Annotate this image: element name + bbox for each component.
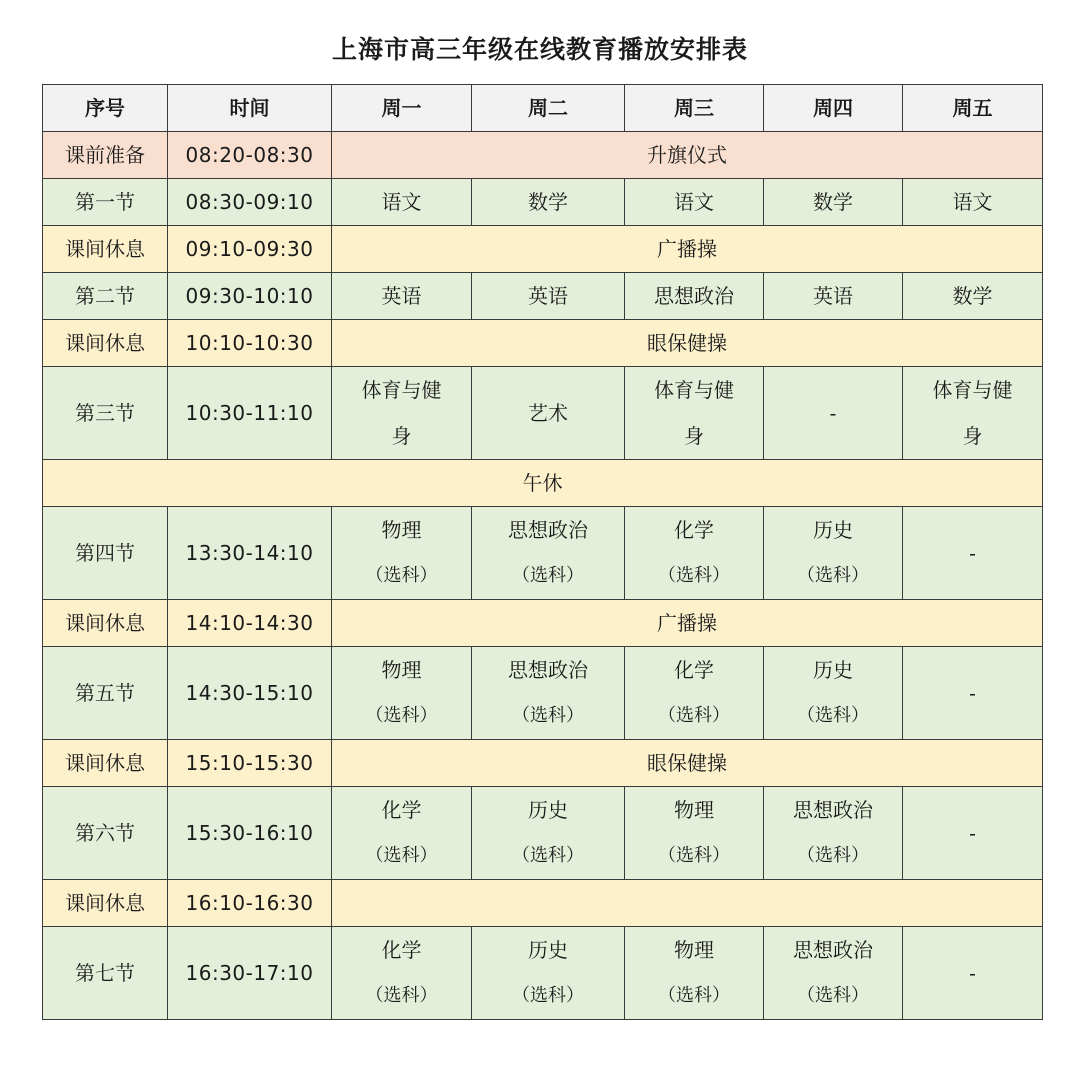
subject-note: （选科） bbox=[512, 705, 584, 726]
subject-name: 数学 bbox=[528, 190, 568, 214]
row-label: 课间休息 bbox=[43, 740, 168, 787]
subject-cell-mon bbox=[332, 179, 472, 226]
subject-cell-wed bbox=[625, 367, 764, 460]
subject-cell-tue bbox=[472, 367, 625, 460]
header-thu: 周四 bbox=[764, 85, 903, 132]
row-label: 课间休息 bbox=[43, 320, 168, 367]
subject-name: - bbox=[829, 401, 837, 425]
row-label: 第七节 bbox=[43, 927, 168, 1020]
subject-cell-thu bbox=[764, 927, 903, 1020]
subject-cell-mon bbox=[332, 787, 472, 880]
subject-note: （选科） bbox=[512, 985, 584, 1006]
row-time: 15:30-16:10 bbox=[168, 787, 332, 880]
row-label: 课间休息 bbox=[43, 226, 168, 273]
subject-name: 思想政治 bbox=[793, 938, 873, 962]
subject-cell-tue bbox=[472, 273, 625, 320]
break-activity: 升旗仪式 bbox=[332, 132, 1043, 179]
row-time: 09:30-10:10 bbox=[168, 273, 332, 320]
subject-name: 艺术 bbox=[528, 401, 568, 425]
subject-note: 身 bbox=[684, 424, 704, 448]
subject-name: 物理 bbox=[674, 798, 714, 822]
row-time: 14:30-15:10 bbox=[168, 647, 332, 740]
break-row bbox=[43, 880, 1043, 927]
subject-cell-tue bbox=[472, 507, 625, 600]
subject-name: 物理 bbox=[674, 938, 714, 962]
row-label: 第三节 bbox=[43, 367, 168, 460]
subject-name: - bbox=[969, 681, 976, 705]
subject-note: （选科） bbox=[658, 985, 730, 1006]
subject-cell-tue bbox=[472, 927, 625, 1020]
row-label: 第四节 bbox=[43, 507, 168, 600]
row-label: 课前准备 bbox=[43, 132, 168, 179]
subject-cell-fri bbox=[903, 179, 1043, 226]
class-row bbox=[43, 179, 1043, 226]
subject-name: 物理 bbox=[381, 658, 422, 682]
subject-cell-wed bbox=[625, 179, 764, 226]
subject-cell-fri bbox=[903, 273, 1043, 320]
class-row bbox=[43, 647, 1043, 740]
subject-cell-mon bbox=[332, 927, 472, 1020]
subject-name: 英语 bbox=[381, 284, 422, 308]
subject-name: 化学 bbox=[674, 518, 714, 542]
class-row bbox=[43, 273, 1043, 320]
subject-name: 体育与健 bbox=[654, 378, 734, 402]
subject-cell-fri bbox=[903, 367, 1043, 460]
subject-cell-thu bbox=[764, 367, 903, 460]
subject-note: （选科） bbox=[512, 565, 584, 586]
subject-name: 体育与健 bbox=[361, 378, 442, 402]
row-label: 第六节 bbox=[43, 787, 168, 880]
subject-cell-fri bbox=[903, 787, 1043, 880]
subject-note: 身 bbox=[962, 424, 983, 448]
header-time: 时间 bbox=[168, 85, 332, 132]
row-time: 10:30-11:10 bbox=[168, 367, 332, 460]
subject-name: 物理 bbox=[381, 518, 422, 542]
subject-cell-fri bbox=[903, 647, 1043, 740]
subject-name: 语文 bbox=[952, 190, 993, 214]
subject-note: （选科） bbox=[797, 565, 869, 586]
row-time: 13:30-14:10 bbox=[168, 507, 332, 600]
row-time: 10:10-10:30 bbox=[168, 320, 332, 367]
subject-name: - bbox=[969, 541, 976, 565]
subject-cell-thu bbox=[764, 273, 903, 320]
row-label: 第五节 bbox=[43, 647, 168, 740]
row-label: 课间休息 bbox=[43, 600, 168, 647]
subject-note: （选科） bbox=[365, 705, 438, 726]
subject-note: （选科） bbox=[365, 985, 438, 1006]
subject-note: 身 bbox=[391, 424, 412, 448]
class-row bbox=[43, 927, 1043, 1020]
row-time: 16:30-17:10 bbox=[168, 927, 332, 1020]
row-label: 第二节 bbox=[43, 273, 168, 320]
break-row bbox=[43, 320, 1043, 367]
subject-name: 思想政治 bbox=[508, 658, 588, 682]
subject-name: 历史 bbox=[813, 658, 853, 682]
subject-name: 化学 bbox=[674, 658, 714, 682]
subject-note: （选科） bbox=[512, 845, 584, 866]
subject-cell-thu bbox=[764, 507, 903, 600]
subject-name: 语文 bbox=[674, 190, 714, 214]
class-row bbox=[43, 787, 1043, 880]
subject-name: 历史 bbox=[528, 798, 568, 822]
break-activity: 广播操 bbox=[332, 600, 1043, 647]
subject-note: （选科） bbox=[365, 845, 438, 866]
subject-name: 体育与健 bbox=[932, 378, 1013, 402]
subject-cell-tue bbox=[472, 647, 625, 740]
subject-name: 英语 bbox=[528, 284, 568, 308]
break-activity: 广播操 bbox=[332, 226, 1043, 273]
subject-note: （选科） bbox=[365, 565, 438, 586]
header-row bbox=[43, 85, 1043, 132]
schedule-table bbox=[42, 84, 1043, 1020]
header-seq: 序号 bbox=[43, 85, 168, 132]
row-time: 08:30-09:10 bbox=[168, 179, 332, 226]
break-row bbox=[43, 740, 1043, 787]
subject-name: 化学 bbox=[381, 938, 422, 962]
subject-name: 历史 bbox=[528, 938, 568, 962]
subject-name: 思想政治 bbox=[793, 798, 873, 822]
row-label: 课间休息 bbox=[43, 880, 168, 927]
header-fri: 周五 bbox=[903, 85, 1043, 132]
subject-cell-mon bbox=[332, 647, 472, 740]
page-title: 上海市高三年级在线教育播放安排表 bbox=[331, 35, 748, 64]
subject-name: - bbox=[969, 821, 976, 845]
header-tue: 周二 bbox=[472, 85, 625, 132]
break-row bbox=[43, 226, 1043, 273]
subject-name: 英语 bbox=[813, 284, 853, 308]
subject-cell-fri bbox=[903, 927, 1043, 1020]
subject-note: （选科） bbox=[658, 705, 730, 726]
row-time: 15:10-15:30 bbox=[168, 740, 332, 787]
subject-cell-wed bbox=[625, 647, 764, 740]
subject-name: 历史 bbox=[813, 518, 853, 542]
subject-name: 化学 bbox=[381, 798, 422, 822]
row-time: 16:10-16:30 bbox=[168, 880, 332, 927]
header-mon: 周一 bbox=[332, 85, 472, 132]
subject-note: （选科） bbox=[658, 845, 730, 866]
subject-name: 语文 bbox=[381, 190, 422, 214]
subject-note: （选科） bbox=[797, 705, 869, 726]
subject-cell-mon bbox=[332, 273, 472, 320]
subject-note: （选科） bbox=[658, 565, 730, 586]
subject-cell-wed bbox=[625, 273, 764, 320]
row-time: 14:10-14:30 bbox=[168, 600, 332, 647]
subject-note: （选科） bbox=[797, 985, 869, 1006]
break-activity: 眼保健操 bbox=[332, 320, 1043, 367]
row-label: 第一节 bbox=[43, 179, 168, 226]
subject-name: - bbox=[969, 961, 976, 985]
subject-cell-wed bbox=[625, 927, 764, 1020]
class-row bbox=[43, 367, 1043, 460]
subject-cell-mon bbox=[332, 367, 472, 460]
row-time: 09:10-09:30 bbox=[168, 226, 332, 273]
schedule-body bbox=[43, 132, 1043, 1020]
subject-cell-tue bbox=[472, 179, 625, 226]
header-wed: 周三 bbox=[625, 85, 764, 132]
subject-cell-wed bbox=[625, 787, 764, 880]
subject-cell-wed bbox=[625, 507, 764, 600]
subject-cell-thu bbox=[764, 647, 903, 740]
subject-cell-thu bbox=[764, 787, 903, 880]
subject-name: 思想政治 bbox=[508, 518, 588, 542]
subject-note: （选科） bbox=[797, 845, 869, 866]
subject-name: 数学 bbox=[952, 284, 993, 308]
break-activity bbox=[332, 880, 1043, 927]
class-row bbox=[43, 507, 1043, 600]
subject-name: 数学 bbox=[813, 190, 853, 214]
break-activity: 眼保健操 bbox=[332, 740, 1043, 787]
subject-cell-tue bbox=[472, 787, 625, 880]
subject-cell-fri bbox=[903, 507, 1043, 600]
row-time: 08:20-08:30 bbox=[168, 132, 332, 179]
subject-cell-mon bbox=[332, 507, 472, 600]
lunch-cell: 午休 bbox=[43, 460, 1043, 507]
subject-name: 思想政治 bbox=[654, 284, 734, 308]
subject-cell-thu bbox=[764, 179, 903, 226]
lunch-row bbox=[43, 460, 1043, 507]
break-row bbox=[43, 600, 1043, 647]
break-row bbox=[43, 132, 1043, 179]
